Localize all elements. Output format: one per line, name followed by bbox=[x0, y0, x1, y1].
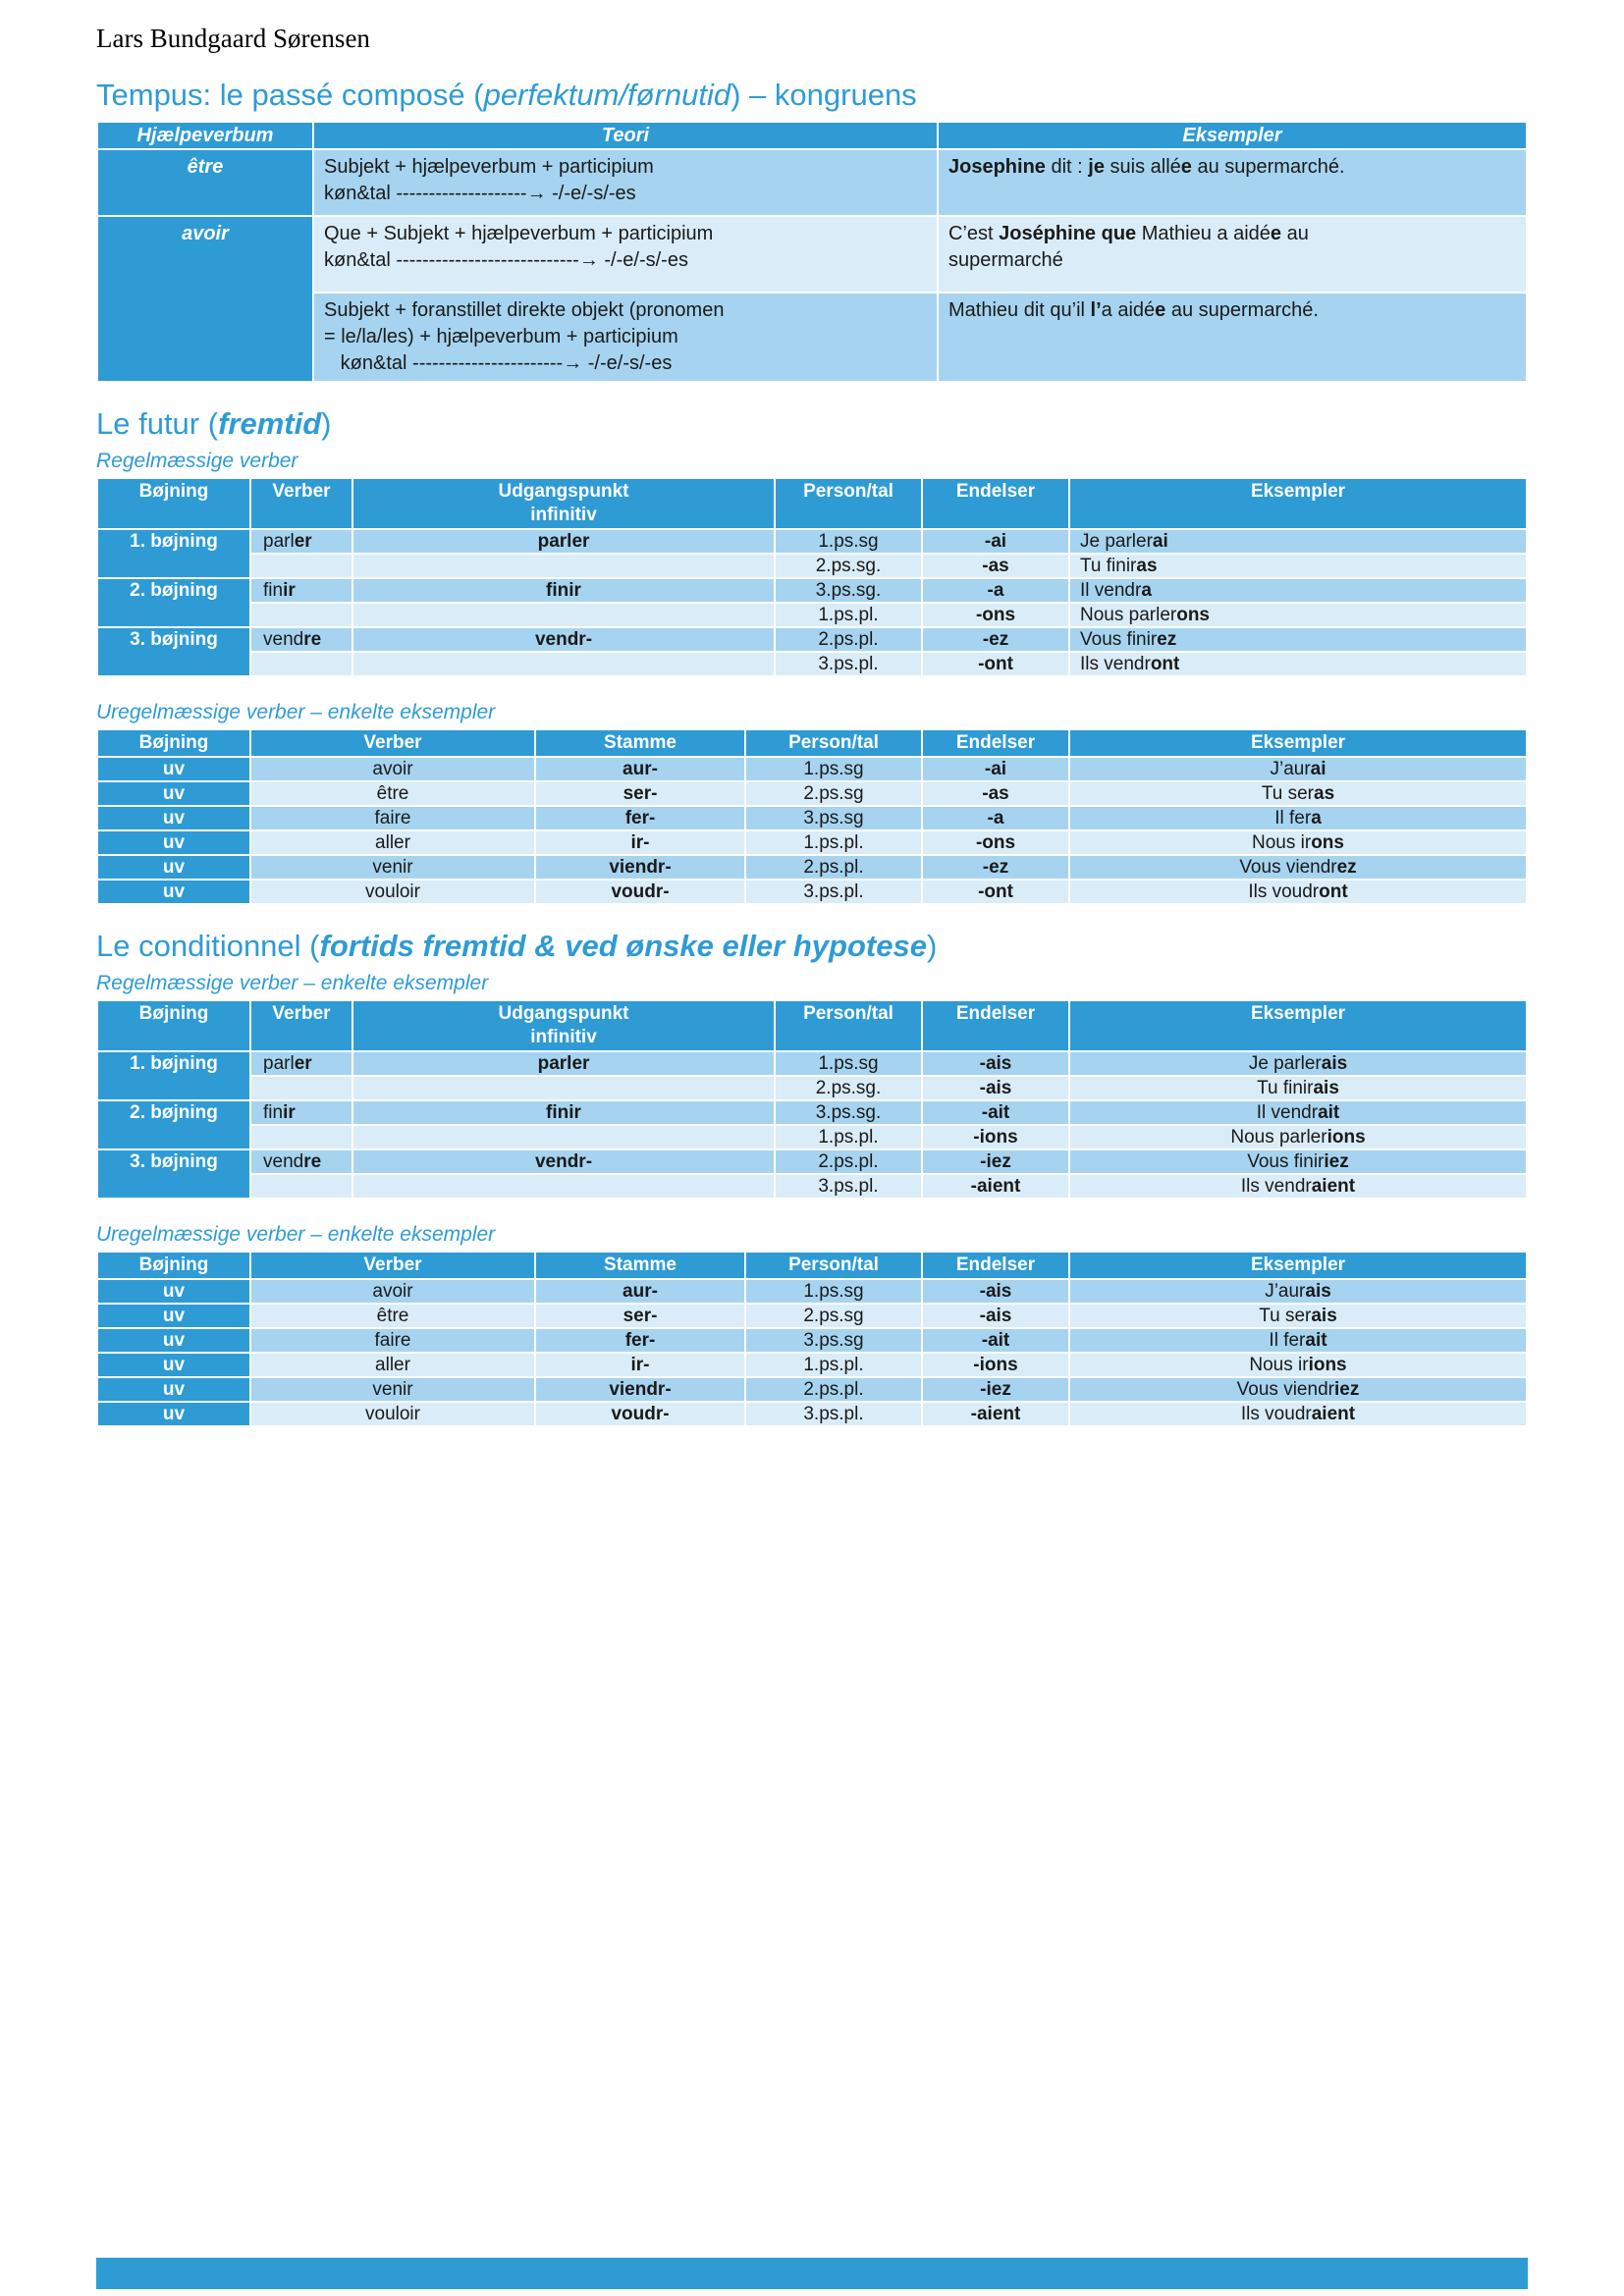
endelse-cell: -a bbox=[922, 806, 1069, 830]
author-name: Lars Bundgaard Sørensen bbox=[96, 24, 370, 53]
person-tal-cell: 3.ps.pl. bbox=[745, 1402, 922, 1426]
eksempel-cell: Ils voudront bbox=[1069, 880, 1527, 904]
person-tal-cell: 3.ps.sg bbox=[745, 1328, 922, 1353]
endelse-cell: -ait bbox=[922, 1100, 1069, 1125]
eksempel-cell: Il vendrait bbox=[1069, 1100, 1527, 1125]
person-tal-cell: 3.ps.pl. bbox=[775, 1174, 922, 1199]
endelse-cell: -ons bbox=[922, 830, 1069, 855]
futur-regular-table bbox=[96, 477, 1528, 677]
person-tal-cell: 1.ps.sg bbox=[745, 757, 922, 781]
stamme-cell: fer- bbox=[535, 1328, 745, 1353]
udgangspunkt-cell: finir bbox=[352, 1100, 775, 1125]
bojning-cell: uv bbox=[97, 1377, 250, 1402]
person-tal-cell: 1.ps.pl. bbox=[775, 1125, 922, 1149]
bojning-cell: 1. bøjning bbox=[97, 1051, 250, 1100]
column-header-person-tal: Person/tal bbox=[745, 729, 922, 757]
eksempel-cell: Tu seras bbox=[1069, 781, 1527, 806]
eksempel-cell: Ils vendraient bbox=[1069, 1174, 1527, 1199]
table-row bbox=[97, 1353, 1527, 1377]
column-header-endelser: Endelser bbox=[922, 1252, 1069, 1279]
table-row bbox=[97, 652, 1527, 676]
column-header-person-tal: Person/tal bbox=[775, 478, 922, 529]
endelse-cell: -ais bbox=[922, 1304, 1069, 1328]
verber-cell: vouloir bbox=[250, 1402, 535, 1426]
teori-cell: Subjekt + hjælpeverbum + participium køn&tal --------------------→ -/-e/-s/-es bbox=[313, 149, 938, 216]
person-tal-cell: 3.ps.pl. bbox=[775, 652, 922, 676]
conditionnel-irregular-table bbox=[96, 1251, 1528, 1427]
table-row bbox=[97, 149, 1527, 216]
udgangspunkt-cell bbox=[352, 1174, 775, 1199]
eksempel-cell: J’aurais bbox=[1069, 1279, 1527, 1304]
table-row bbox=[97, 1125, 1527, 1149]
bojning-cell: uv bbox=[97, 1304, 250, 1328]
table-row bbox=[97, 1304, 1527, 1328]
eksempel-cell: Tu serais bbox=[1069, 1304, 1527, 1328]
stamme-cell: ir- bbox=[535, 1353, 745, 1377]
stamme-cell: voudr- bbox=[535, 1402, 745, 1426]
table-row bbox=[97, 757, 1527, 781]
person-tal-cell: 2.ps.sg. bbox=[775, 554, 922, 578]
endelse-cell: -ions bbox=[922, 1125, 1069, 1149]
stamme-cell: viendr- bbox=[535, 855, 745, 880]
eksempel-cell: Vous finirez bbox=[1069, 627, 1527, 652]
endelse-cell: -ont bbox=[922, 880, 1069, 904]
endelse-cell: -as bbox=[922, 554, 1069, 578]
subtitle-conditionnel-regular: Regelmæssige verber – enkelte eksempler bbox=[96, 972, 489, 994]
endelse-cell: -ai bbox=[922, 757, 1069, 781]
column-header-hjaelpeverbum: Hjælpeverbum bbox=[97, 122, 313, 149]
stamme-cell: fer- bbox=[535, 806, 745, 830]
person-tal-cell: 2.ps.sg bbox=[745, 781, 922, 806]
table-row bbox=[97, 1100, 1527, 1125]
verber-cell bbox=[250, 1076, 352, 1100]
verber-cell bbox=[250, 603, 352, 627]
verber-cell bbox=[250, 1174, 352, 1199]
teori-cell: Subjekt + foranstillet direkte objekt (pronomen = le/la/les) + hjælpeverbum + participium køn&tal -----------------------→ -/-e/-s/-es bbox=[313, 293, 938, 382]
table-row bbox=[97, 529, 1527, 554]
header-row bbox=[97, 478, 1527, 529]
udgangspunkt-cell: vendr- bbox=[352, 1149, 775, 1174]
person-tal-cell: 1.ps.pl. bbox=[745, 1353, 922, 1377]
column-header-eksempler: Eksempler bbox=[1069, 1000, 1527, 1051]
bojning-cell: 3. bøjning bbox=[97, 1149, 250, 1199]
verber-cell: aller bbox=[250, 830, 535, 855]
verber-cell: vouloir bbox=[250, 880, 535, 904]
endelse-cell: -a bbox=[922, 578, 1069, 603]
endelse-cell: -ai bbox=[922, 529, 1069, 554]
table-row bbox=[97, 781, 1527, 806]
eksempel-cell: C’est Joséphine que Mathieu a aidée au supermarché bbox=[938, 216, 1527, 293]
person-tal-cell: 1.ps.sg bbox=[745, 1279, 922, 1304]
column-header-bojning: Bøjning bbox=[97, 729, 250, 757]
column-header-verber: Verber bbox=[250, 1000, 352, 1051]
verber-cell: avoir bbox=[250, 757, 535, 781]
bojning-cell: uv bbox=[97, 757, 250, 781]
verber-cell bbox=[250, 652, 352, 676]
verber-cell: venir bbox=[250, 855, 535, 880]
column-header-endelser: Endelser bbox=[922, 729, 1069, 757]
stamme-cell: aur- bbox=[535, 757, 745, 781]
endelse-cell: -ais bbox=[922, 1279, 1069, 1304]
stamme-cell: viendr- bbox=[535, 1377, 745, 1402]
verber-cell: parler bbox=[250, 529, 352, 554]
column-header-bojning: Bøjning bbox=[97, 1252, 250, 1279]
header-row bbox=[97, 1252, 1527, 1279]
column-header-bojning: Bøjning bbox=[97, 478, 250, 529]
eksempel-cell: Tu finirais bbox=[1069, 1076, 1527, 1100]
bojning-cell: uv bbox=[97, 781, 250, 806]
column-header-eksempler: Eksempler bbox=[938, 122, 1527, 149]
eksempel-cell: Je parlerai bbox=[1069, 529, 1527, 554]
person-tal-cell: 2.ps.pl. bbox=[775, 627, 922, 652]
table-row bbox=[97, 578, 1527, 603]
aux-verb-cell: avoir bbox=[97, 216, 313, 382]
endelse-cell: -ons bbox=[922, 603, 1069, 627]
bojning-cell: 1. bøjning bbox=[97, 529, 250, 578]
table-row bbox=[97, 830, 1527, 855]
person-tal-cell: 1.ps.pl. bbox=[745, 830, 922, 855]
bojning-cell: uv bbox=[97, 880, 250, 904]
udgangspunkt-cell bbox=[352, 1125, 775, 1149]
column-header-eksempler: Eksempler bbox=[1069, 478, 1527, 529]
table-row bbox=[97, 855, 1527, 880]
endelse-cell: -ez bbox=[922, 627, 1069, 652]
eksempel-cell: Il fera bbox=[1069, 806, 1527, 830]
person-tal-cell: 3.ps.sg bbox=[745, 806, 922, 830]
column-header-verber: Verber bbox=[250, 729, 535, 757]
udgangspunkt-cell bbox=[352, 652, 775, 676]
verber-cell: vendre bbox=[250, 1149, 352, 1174]
header-row bbox=[97, 1000, 1527, 1051]
table-row bbox=[97, 1279, 1527, 1304]
endelse-cell: -ions bbox=[922, 1353, 1069, 1377]
udgangspunkt-cell bbox=[352, 1076, 775, 1100]
heading-passe-compose: Tempus: le passé composé (perfektum/førnutid) – kongruens bbox=[96, 78, 917, 112]
person-tal-cell: 1.ps.pl. bbox=[775, 603, 922, 627]
person-tal-cell: 2.ps.pl. bbox=[745, 1377, 922, 1402]
next-table-header-partial bbox=[96, 2258, 1528, 2289]
endelse-cell: -aient bbox=[922, 1402, 1069, 1426]
person-tal-cell: 3.ps.sg. bbox=[775, 578, 922, 603]
person-tal-cell: 3.ps.sg. bbox=[775, 1100, 922, 1125]
endelse-cell: -aient bbox=[922, 1174, 1069, 1199]
table-row bbox=[97, 1174, 1527, 1199]
column-header-verber: Verber bbox=[250, 478, 352, 529]
person-tal-cell: 2.ps.pl. bbox=[745, 855, 922, 880]
endelse-cell: -iez bbox=[922, 1149, 1069, 1174]
table-row bbox=[97, 806, 1527, 830]
eksempel-cell: Il ferait bbox=[1069, 1328, 1527, 1353]
bojning-cell: 3. bøjning bbox=[97, 627, 250, 676]
column-header-verber: Verber bbox=[250, 1252, 535, 1279]
endelse-cell: -ait bbox=[922, 1328, 1069, 1353]
verber-cell: parler bbox=[250, 1051, 352, 1076]
column-header-person-tal: Person/tal bbox=[745, 1252, 922, 1279]
stamme-cell: voudr- bbox=[535, 880, 745, 904]
verber-cell: avoir bbox=[250, 1279, 535, 1304]
column-header-person-tal: Person/tal bbox=[775, 1000, 922, 1051]
table-row bbox=[97, 1402, 1527, 1426]
bojning-cell: 2. bøjning bbox=[97, 1100, 250, 1149]
person-tal-cell: 2.ps.pl. bbox=[775, 1149, 922, 1174]
table-row bbox=[97, 1149, 1527, 1174]
verber-cell: vendre bbox=[250, 627, 352, 652]
eksempel-cell: Mathieu dit qu’il l’a aidée au supermarché. bbox=[938, 293, 1527, 382]
stamme-cell: ser- bbox=[535, 781, 745, 806]
bojning-cell: uv bbox=[97, 1402, 250, 1426]
table-row bbox=[97, 1328, 1527, 1353]
passe-compose-table bbox=[96, 121, 1528, 383]
verber-cell bbox=[250, 554, 352, 578]
table-row bbox=[97, 603, 1527, 627]
verber-cell: être bbox=[250, 1304, 535, 1328]
teori-cell: Que + Subjekt + hjælpeverbum + participium køn&tal ----------------------------→ -/-e/-s/-es bbox=[313, 216, 938, 293]
bojning-cell: uv bbox=[97, 1328, 250, 1353]
eksempel-cell: Ils voudraient bbox=[1069, 1402, 1527, 1426]
table-row bbox=[97, 554, 1527, 578]
stamme-cell: ser- bbox=[535, 1304, 745, 1328]
udgangspunkt-cell: parler bbox=[352, 1051, 775, 1076]
heading-conditionnel: Le conditionnel (fortids fremtid & ved ønske eller hypotese) bbox=[96, 929, 938, 963]
conditionnel-regular-table bbox=[96, 999, 1528, 1200]
eksempel-cell: Il vendra bbox=[1069, 578, 1527, 603]
bojning-cell: uv bbox=[97, 1353, 250, 1377]
udgangspunkt-cell bbox=[352, 603, 775, 627]
endelse-cell: -ais bbox=[922, 1051, 1069, 1076]
table-row bbox=[97, 1076, 1527, 1100]
eksempel-cell: Tu finiras bbox=[1069, 554, 1527, 578]
bojning-cell: uv bbox=[97, 830, 250, 855]
stamme-cell: ir- bbox=[535, 830, 745, 855]
udgangspunkt-cell bbox=[352, 554, 775, 578]
eksempel-cell: Je parlerais bbox=[1069, 1051, 1527, 1076]
endelse-cell: -iez bbox=[922, 1377, 1069, 1402]
eksempel-cell: Vous viendriez bbox=[1069, 1377, 1527, 1402]
aux-verb-cell: être bbox=[97, 149, 313, 216]
subtitle-futur-irregular: Uregelmæssige verber – enkelte eksempler bbox=[96, 701, 496, 723]
bojning-cell: uv bbox=[97, 1279, 250, 1304]
endelse-cell: -ez bbox=[922, 855, 1069, 880]
column-header-udgangspunkt: Udgangspunkt infinitiv bbox=[352, 1000, 775, 1051]
verber-cell: venir bbox=[250, 1377, 535, 1402]
verber-cell: finir bbox=[250, 578, 352, 603]
futur-irregular-table bbox=[96, 728, 1528, 905]
udgangspunkt-cell: vendr- bbox=[352, 627, 775, 652]
column-header-endelser: Endelser bbox=[922, 1000, 1069, 1051]
column-header-eksempler: Eksempler bbox=[1069, 1252, 1527, 1279]
column-header-bojning: Bøjning bbox=[97, 1000, 250, 1051]
column-header-udgangspunkt: Udgangspunkt infinitiv bbox=[352, 478, 775, 529]
bojning-cell: uv bbox=[97, 806, 250, 830]
verber-cell bbox=[250, 1125, 352, 1149]
subtitle-futur-regular: Regelmæssige verber bbox=[96, 450, 298, 472]
header-row bbox=[97, 729, 1527, 757]
eksempel-cell: Josephine dit : je suis allée au supermarché. bbox=[938, 149, 1527, 216]
eksempel-cell: Nous parlerons bbox=[1069, 603, 1527, 627]
column-header-stamme: Stamme bbox=[535, 729, 745, 757]
column-header-eksempler: Eksempler bbox=[1069, 729, 1527, 757]
endelse-cell: -ais bbox=[922, 1076, 1069, 1100]
heading-futur: Le futur (fremtid) bbox=[96, 406, 332, 441]
endelse-cell: -ont bbox=[922, 652, 1069, 676]
column-header-endelser: Endelser bbox=[922, 478, 1069, 529]
page-content bbox=[96, 0, 1528, 1427]
verber-cell: finir bbox=[250, 1100, 352, 1125]
eksempel-cell: Vous viendrez bbox=[1069, 855, 1527, 880]
verber-cell: faire bbox=[250, 806, 535, 830]
eksempel-cell: Nous irons bbox=[1069, 830, 1527, 855]
eksempel-cell: Nous parlerions bbox=[1069, 1125, 1527, 1149]
table-row bbox=[97, 627, 1527, 652]
eksempel-cell: Ils vendront bbox=[1069, 652, 1527, 676]
person-tal-cell: 3.ps.pl. bbox=[745, 880, 922, 904]
column-header-stamme: Stamme bbox=[535, 1252, 745, 1279]
person-tal-cell: 1.ps.sg bbox=[775, 529, 922, 554]
column-header-teori: Teori bbox=[313, 122, 938, 149]
table-row bbox=[97, 216, 1527, 293]
table-row bbox=[97, 880, 1527, 904]
verber-cell: faire bbox=[250, 1328, 535, 1353]
eksempel-cell: J’aurai bbox=[1069, 757, 1527, 781]
stamme-cell: aur- bbox=[535, 1279, 745, 1304]
table-row bbox=[97, 1377, 1527, 1402]
person-tal-cell: 2.ps.sg bbox=[745, 1304, 922, 1328]
bojning-cell: uv bbox=[97, 855, 250, 880]
bojning-cell: 2. bøjning bbox=[97, 578, 250, 627]
verber-cell: être bbox=[250, 781, 535, 806]
person-tal-cell: 1.ps.sg bbox=[775, 1051, 922, 1076]
table-row bbox=[97, 1051, 1527, 1076]
endelse-cell: -as bbox=[922, 781, 1069, 806]
header-row bbox=[97, 122, 1527, 149]
subtitle-conditionnel-irregular: Uregelmæssige verber – enkelte eksempler bbox=[96, 1223, 496, 1246]
udgangspunkt-cell: finir bbox=[352, 578, 775, 603]
eksempel-cell: Vous finiriez bbox=[1069, 1149, 1527, 1174]
person-tal-cell: 2.ps.sg. bbox=[775, 1076, 922, 1100]
verber-cell: aller bbox=[250, 1353, 535, 1377]
udgangspunkt-cell: parler bbox=[352, 529, 775, 554]
eksempel-cell: Nous irions bbox=[1069, 1353, 1527, 1377]
